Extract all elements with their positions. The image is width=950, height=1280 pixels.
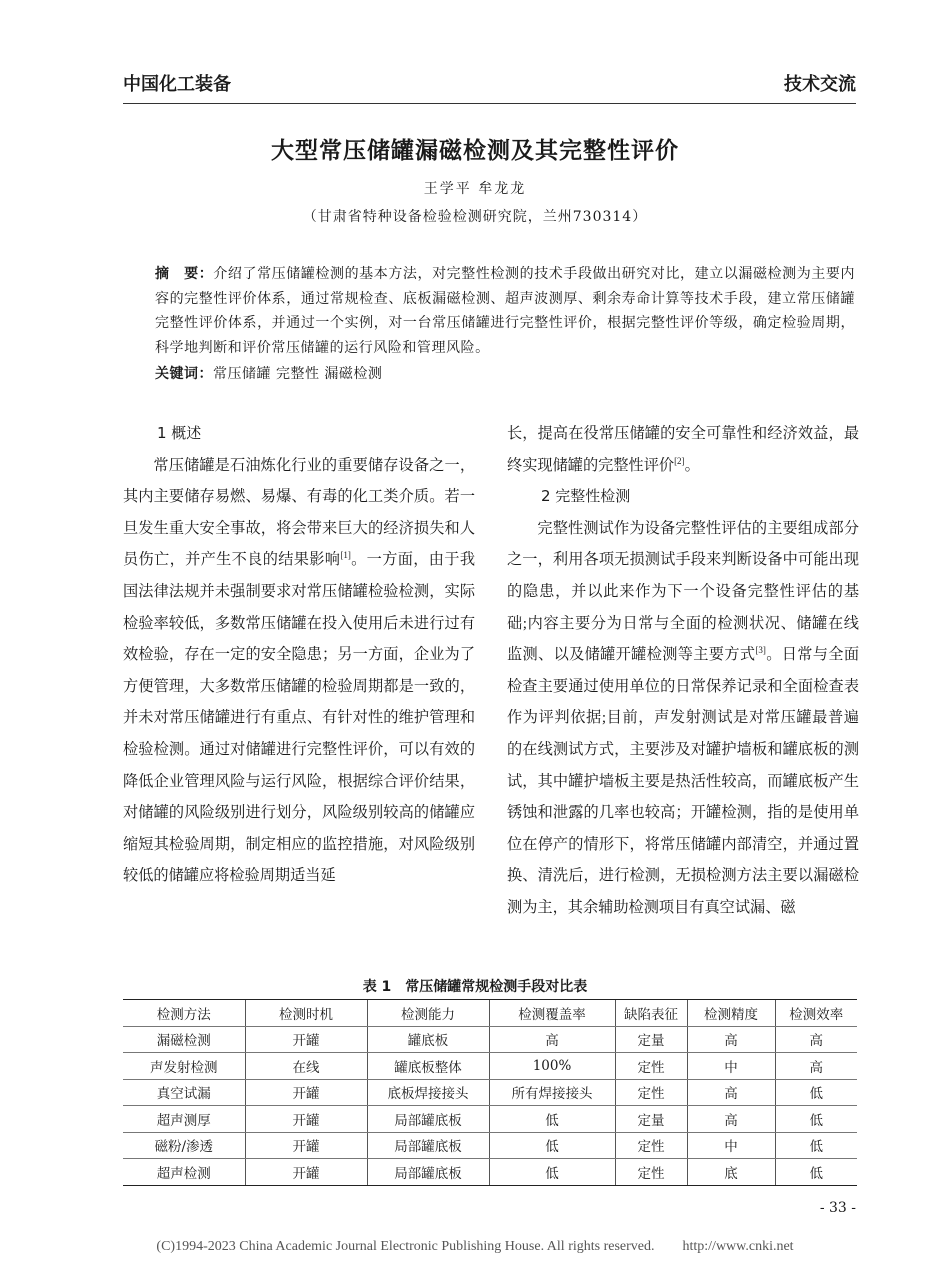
table-cell: 低	[775, 1159, 857, 1186]
table-cell: 开罐	[245, 1106, 367, 1133]
page-number: - 33 -	[819, 1200, 856, 1216]
article-authors: 王学平 牟龙龙	[423, 181, 527, 197]
abstract-text: 介绍了常压储罐检测的基本方法，对完整性检测的技术手段做出研究对比，建立以漏磁检测为主要内容的完整性评价体系，通过常规检查、底板漏磁检测、超声波测厚、剩余寿命计算等技术手段，建立常压储罐完整性评价体系，并通过一个实例，对一台常压储罐进行完整性评价，根据完整性评价等级，确定检验周期，科学地判断和评价常压储罐的运行风险和管理风险。	[155, 266, 855, 356]
table-cell: 超声检测	[123, 1159, 245, 1186]
keywords	[155, 363, 382, 383]
table-cell: 定性	[615, 1159, 687, 1186]
abstract-label: 摘 要：	[155, 266, 214, 282]
table-row	[123, 1053, 857, 1080]
table-cell: 定性	[615, 1079, 687, 1106]
table-header-cell: 缺陷表征	[615, 1000, 687, 1027]
table-cell: 漏磁检测	[123, 1026, 245, 1053]
table-cell: 高	[687, 1106, 775, 1133]
table-row	[123, 1159, 857, 1186]
table-cell: 低	[775, 1079, 857, 1106]
table-cell: 高	[775, 1053, 857, 1080]
table-cell: 所有焊接接头	[489, 1079, 615, 1106]
right-column	[507, 418, 859, 924]
table-header-cell: 检测能力	[367, 1000, 489, 1027]
table-cell: 开罐	[245, 1026, 367, 1053]
table-cell: 局部罐底板	[367, 1106, 489, 1133]
table-cell: 超声测厚	[123, 1106, 245, 1133]
table-cell: 定量	[615, 1106, 687, 1133]
table-cell: 低	[775, 1132, 857, 1159]
table-cell: 中	[687, 1053, 775, 1080]
header-rule	[123, 103, 856, 104]
section-2-heading: 2 完整性检测	[541, 487, 631, 506]
section-1-text-b: 。一方面，由于我国法律法规并未强制要求对常压储罐检验检测，实际检验率较低，多数常压储罐在投入使用后未进行过有效检验，存在一定的安全隐患；另一方面，企业为了方便管理，大多数常压储罐的检验周期都是一致的，并未对常压储罐进行有重点、有针对性的维护管理和检验检测。通过对储罐进行完整性评价，可以有效的降低企业管理风险与运行风险，根据综合评价结果，对储罐的风险级别进行划分，风险级别较高的储罐应缩短其检验周期，制定相应的监控措施，对风险级别较低的储罐应将检验周期适当延	[123, 551, 476, 885]
table-header-cell: 检测时机	[245, 1000, 367, 1027]
table-cell: 高	[489, 1026, 615, 1053]
table-cell: 底	[687, 1159, 775, 1186]
table-cell: 磁粉/渗透	[123, 1132, 245, 1159]
table-cell: 局部罐底板	[367, 1159, 489, 1186]
article-title: 大型常压储罐漏磁检测及其完整性评价	[271, 138, 679, 164]
table-cell: 局部罐底板	[367, 1132, 489, 1159]
table-header-cell: 检测覆盖率	[489, 1000, 615, 1027]
keywords-text: 常压储罐 完整性 漏磁检测	[213, 366, 383, 382]
table-header-cell: 检测精度	[687, 1000, 775, 1027]
table-cell: 高	[687, 1079, 775, 1106]
journal-name: 中国化工装备	[123, 74, 231, 95]
table-cell: 低	[489, 1159, 615, 1186]
table-caption: 表 1 常压储罐常规检测手段对比表	[362, 979, 588, 995]
abstract	[155, 262, 855, 360]
table-cell: 低	[489, 1106, 615, 1133]
table-cell: 罐底板	[367, 1026, 489, 1053]
citation-2: [2]	[674, 455, 685, 466]
left-column	[123, 418, 475, 892]
table-cell: 定量	[615, 1026, 687, 1053]
citation-3: [3]	[755, 645, 766, 656]
table-cell: 开罐	[245, 1132, 367, 1159]
table-cell: 在线	[245, 1053, 367, 1080]
table-header-cell: 检测方法	[123, 1000, 245, 1027]
table-cell: 定性	[615, 1132, 687, 1159]
table-cell: 100%	[489, 1053, 615, 1080]
section-2-text-a: 完整性测试作为设备完整性评估的主要组成部分之一，利用各项无损测试手段来判断设备中可能出现的隐患，并以此来作为下一个设备完整性评估的基础;内容主要分为日常与全面的检测状况、储罐在线监测、以及储罐开罐检测等主要方式	[507, 519, 859, 664]
table-cell: 高	[775, 1026, 857, 1053]
table-row	[123, 1026, 857, 1053]
table-cell: 底板焊接接头	[367, 1079, 489, 1106]
table-cell: 高	[687, 1026, 775, 1053]
table-cell: 低	[489, 1132, 615, 1159]
keywords-label: 关键词：	[155, 366, 213, 382]
continuation-text: 长，提高在役常压储罐的安全可靠性和经济效益，最终实现储罐的完整性评价	[507, 425, 859, 474]
table-cell: 开罐	[245, 1159, 367, 1186]
table-row	[123, 1106, 857, 1133]
section-1-continuation	[507, 418, 859, 481]
table-header-cell: 检测效率	[775, 1000, 857, 1027]
table-cell: 开罐	[245, 1079, 367, 1106]
section-1-paragraph	[123, 450, 475, 892]
comparison-table	[123, 999, 857, 1186]
section-1-text-a: 常压储罐是石油炼化行业的重要储存设备之一，其内主要储存易燃、易爆、有毒的化工类介质。若一旦发生重大安全事故，将会带来巨大的经济损失和人员伤亡，并产生不良的结果影响	[123, 456, 475, 569]
table-row	[123, 1132, 857, 1159]
section-1-heading: 1 概述	[157, 424, 202, 442]
table-cell: 真空试漏	[123, 1079, 245, 1106]
table-cell: 中	[687, 1132, 775, 1159]
section-name: 技术交流	[784, 74, 856, 95]
section-2-paragraph	[507, 513, 859, 924]
citation-1: [1]	[340, 550, 351, 561]
article-affiliation: （甘肃省特种设备检验检测研究院，兰州730314）	[302, 209, 648, 225]
table-cell: 声发射检测	[123, 1053, 245, 1080]
table-header-row	[123, 1000, 857, 1027]
copyright-footer: (C)1994-2023 China Academic Journal Electronic Publishing House. All rights reserved. http://www.cnki.net	[156, 1239, 794, 1254]
table-cell: 罐底板整体	[367, 1053, 489, 1080]
continuation-end: 。	[684, 456, 700, 474]
section-2-text-b: 。日常与全面检查主要通过使用单位的日常保养记录和全面检查表作为评判依据;目前，声发射测试是对常压罐最普遍的在线测试方式，主要涉及对罐护墙板和罐底板的测试，其中罐护墙板主要是热活性较高，而罐底板产生锈蚀和泄露的几率也较高；开罐检测，指的是使用单位在停产的情形下，将常压储罐内部清空，并通过置换、清洗后，进行检测，无损检测方法主要以漏磁检测为主，其余辅助检测项目有真空试漏、磁	[507, 646, 860, 916]
table-cell: 定性	[615, 1053, 687, 1080]
table-row	[123, 1079, 857, 1106]
table-cell: 低	[775, 1106, 857, 1133]
